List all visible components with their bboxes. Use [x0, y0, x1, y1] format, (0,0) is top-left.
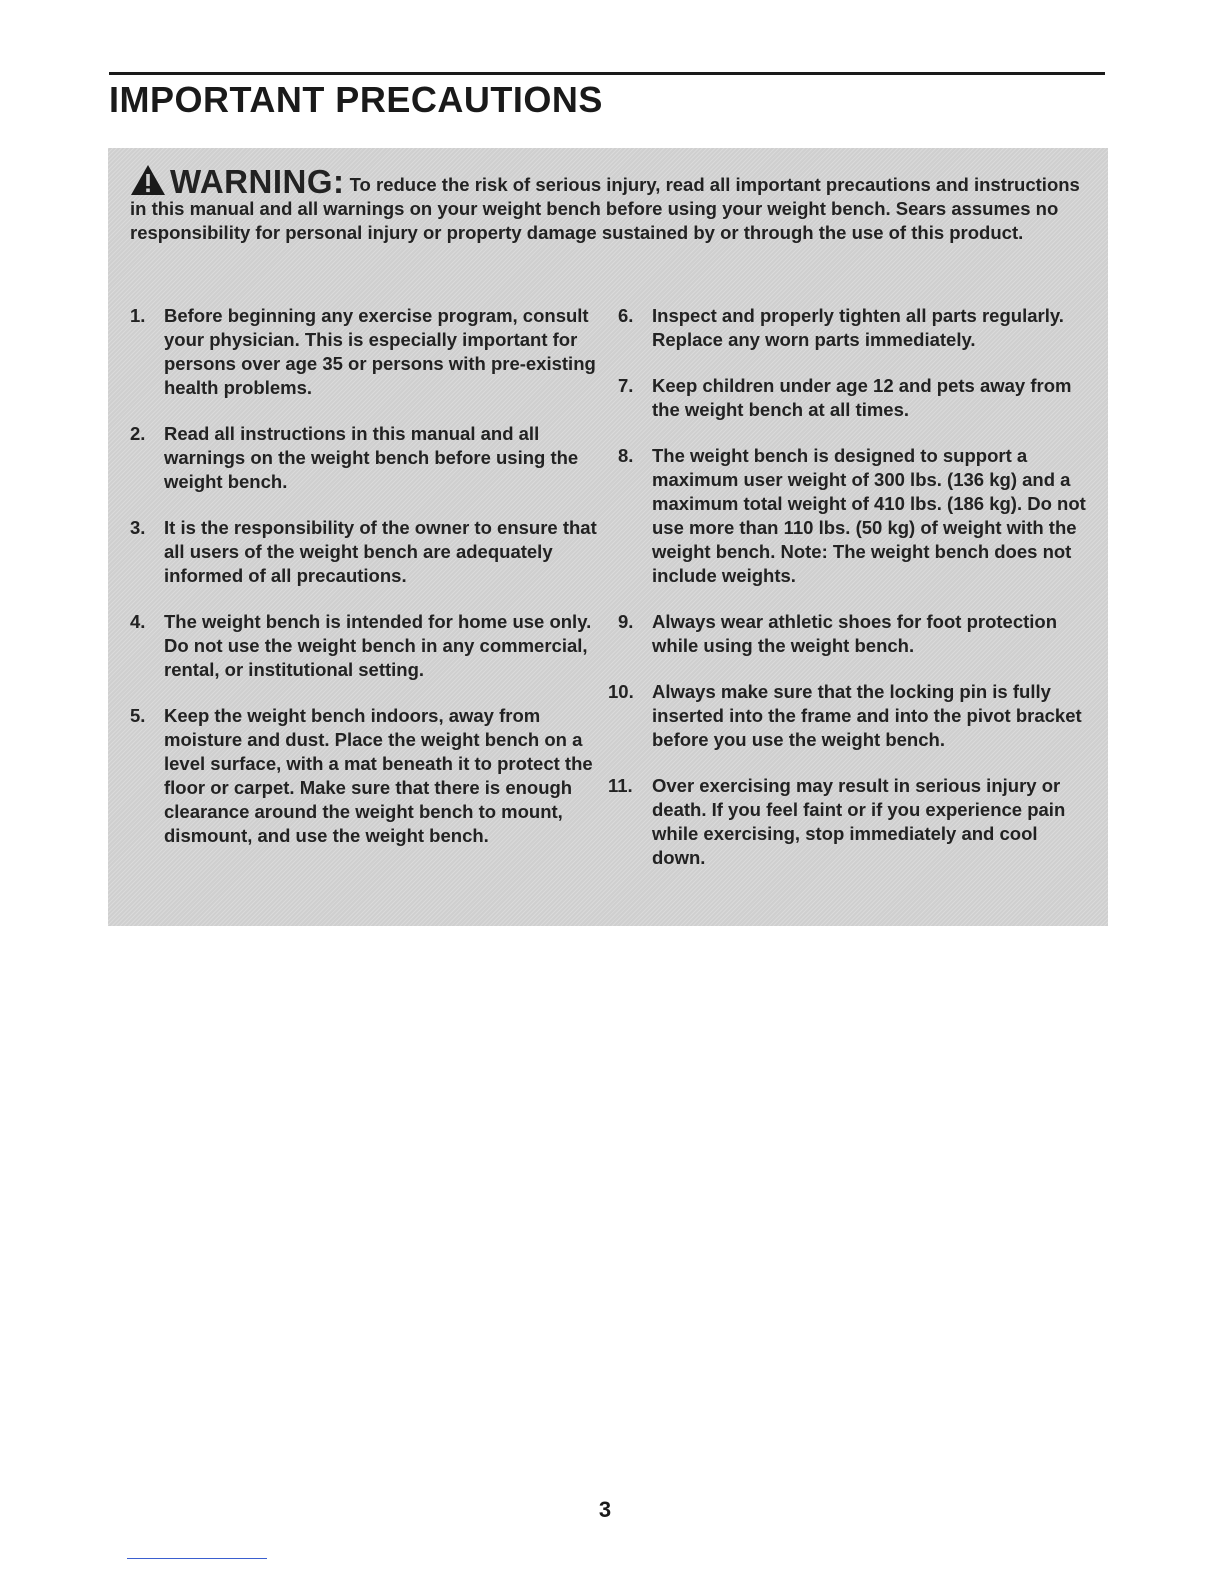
page-number: 3 — [598, 1497, 612, 1522]
precaution-item — [618, 610, 1088, 658]
precaution-text: Before beginning any exercise program, consult your physician. This is especially important for persons over age 35 or persons with pre-existing health problems. — [164, 305, 596, 398]
precaution-text: Always make sure that the locking pin is fully inserted into the frame and into the pivot bracket before you use the weight bench. — [652, 681, 1082, 750]
precaution-number: 4. — [130, 611, 146, 632]
precaution-item — [130, 516, 600, 588]
page-title: IMPORTANT PRECAUTIONS — [109, 79, 603, 120]
precaution-item — [608, 774, 1088, 870]
precaution-number: 10. — [608, 681, 634, 702]
precautions-right-column — [608, 304, 1088, 892]
precaution-item — [130, 422, 600, 494]
precaution-text: Keep children under age 12 and pets away from the weight bench at all times. — [652, 375, 1072, 420]
precautions-left-column — [130, 304, 600, 870]
precaution-number: 7. — [618, 375, 634, 396]
precaution-item — [618, 304, 1088, 352]
precaution-item — [618, 444, 1088, 588]
precaution-text: Read all instructions in this manual and all warnings on the weight bench before using the weight bench. — [164, 423, 579, 492]
warning-box — [108, 148, 1108, 926]
precaution-number: 3. — [130, 517, 146, 538]
precaution-number: 8. — [618, 445, 634, 466]
precaution-number: 1. — [130, 305, 146, 326]
precaution-item — [130, 704, 600, 848]
precaution-number: 2. — [130, 423, 146, 444]
warning-header — [130, 164, 1090, 245]
footer-link-underline — [127, 1558, 267, 1559]
precaution-text: It is the responsibility of the owner to ensure that all users of the weight bench are adequately informed of all precautions. — [164, 517, 597, 586]
precaution-text: Over exercising may result in serious injury or death. If you feel faint or if you experience pain while exercising, stop immediately and cool down. — [652, 775, 1066, 868]
title-rule — [109, 72, 1105, 75]
warning-label: WARNING: — [170, 163, 345, 200]
precaution-text: Keep the weight bench indoors, away from moisture and dust. Place the weight bench on a level surface, with a mat beneath it to protect the floor or carpet. Make sure that there is enough clearance around the weight bench to mount, dismount, and use the weight bench. — [164, 705, 593, 846]
precaution-item — [130, 304, 600, 400]
precaution-number: 5. — [130, 705, 146, 726]
precaution-item — [130, 610, 600, 682]
precaution-text: Always wear athletic shoes for foot protection while using the weight bench. — [652, 611, 1058, 656]
precaution-text: The weight bench is intended for home use only. Do not use the weight bench in any commercial, rental, or institutional setting. — [164, 611, 592, 680]
precaution-text: The weight bench is designed to support a maximum user weight of 300 lbs. (136 kg) and a maximum total weight of 410 lbs. (186 kg). Do not use more than 110 lbs. (50 kg) of weight with the weight bench. Note: The weight bench does not include weights. — [652, 445, 1086, 586]
precaution-number: 11. — [608, 775, 633, 796]
precaution-item — [618, 374, 1088, 422]
warning-intro-text: To reduce the risk of serious injury, read all important precautions and instructions in this manual and all warnings on your weight bench before using your weight bench. Sears assumes no responsibility for personal injury or property damage sustained by or through the use of this product. — [130, 174, 1080, 243]
precaution-text: Inspect and properly tighten all parts regularly. Replace any worn parts immediately. — [652, 305, 1064, 350]
warning-triangle-icon — [130, 164, 166, 196]
precaution-item — [608, 680, 1088, 752]
precaution-number: 9. — [618, 611, 634, 632]
precaution-number: 6. — [618, 305, 634, 326]
